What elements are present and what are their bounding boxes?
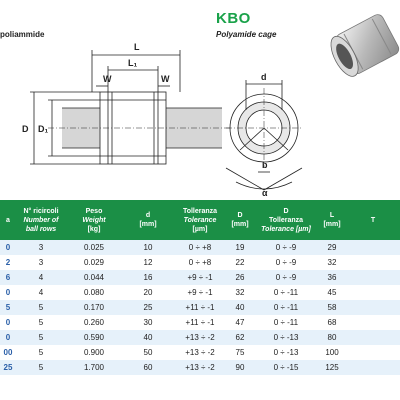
cell-rows: 5: [16, 330, 66, 345]
cell-rows: 5: [16, 300, 66, 315]
cell-d: 20: [122, 285, 174, 300]
cell-extra: [346, 255, 400, 270]
col-header: D Tolleranza Tolerance [µm]: [254, 200, 318, 240]
table-row: [0, 330, 400, 345]
cell-L: 36: [318, 270, 346, 285]
cell-size: 0: [0, 330, 16, 345]
col-header: Peso Weight [kg]: [66, 200, 122, 240]
cell-rows: 3: [16, 240, 66, 255]
col-header: d [mm]: [122, 200, 174, 240]
cell-d: 16: [122, 270, 174, 285]
cell-weight: 1.700: [66, 360, 122, 375]
cell-extra: [346, 315, 400, 330]
cell-d: 40: [122, 330, 174, 345]
cell-extra: [346, 330, 400, 345]
table-row: [0, 255, 400, 270]
product-subtitle: Polyamide cage: [216, 30, 277, 39]
cell-size: 5: [0, 300, 16, 315]
cell-tol-d: +13 ÷ -2: [174, 360, 226, 375]
cell-tol-d: +9 ÷ -1: [174, 270, 226, 285]
table-row: [0, 240, 400, 255]
col-header: D [mm]: [226, 200, 254, 240]
cell-tol-d: +11 ÷ -1: [174, 315, 226, 330]
cell-tol-d: +9 ÷ -1: [174, 285, 226, 300]
cell-d: 60: [122, 360, 174, 375]
cell-tol-D: 0 ÷ -15: [254, 360, 318, 375]
cell-tol-D: 0 ÷ -11: [254, 285, 318, 300]
cell-size: 2: [0, 255, 16, 270]
dim-label-W-left: W: [103, 74, 112, 84]
dim-label-alpha: α: [262, 188, 268, 198]
dim-label-b: b: [262, 160, 268, 170]
header-left-caption: poliammide: [0, 30, 45, 39]
cell-tol-D: 0 ÷ -13: [254, 345, 318, 360]
dim-label-D1: D₁: [38, 124, 49, 134]
cell-extra: [346, 240, 400, 255]
cell-D: 75: [226, 345, 254, 360]
cell-weight: 0.170: [66, 300, 122, 315]
cell-tol-d: +11 ÷ -1: [174, 300, 226, 315]
cell-weight: 0.900: [66, 345, 122, 360]
cell-d: 25: [122, 300, 174, 315]
cell-D: 62: [226, 330, 254, 345]
col-header: Tolleranza Tolerance [µm]: [174, 200, 226, 240]
cell-tol-D: 0 ÷ -9: [254, 240, 318, 255]
cell-L: 80: [318, 330, 346, 345]
cell-D: 19: [226, 240, 254, 255]
cell-L: 100: [318, 345, 346, 360]
technical-drawing: [0, 0, 320, 198]
cell-d: 12: [122, 255, 174, 270]
cell-rows: 5: [16, 345, 66, 360]
cell-L: 125: [318, 360, 346, 375]
cell-weight: 0.260: [66, 315, 122, 330]
dim-label-d: d: [261, 72, 267, 82]
cell-weight: 0.029: [66, 255, 122, 270]
cell-L: 58: [318, 300, 346, 315]
cell-extra: [346, 360, 400, 375]
cell-tol-d: 0 ÷ +8: [174, 240, 226, 255]
col-header: a: [0, 200, 16, 240]
table-row: [0, 270, 400, 285]
cell-size: 6: [0, 270, 16, 285]
table-row: [0, 285, 400, 300]
cell-weight: 0.590: [66, 330, 122, 345]
dim-label-L: L: [134, 42, 140, 52]
cell-extra: [346, 285, 400, 300]
cell-D: 32: [226, 285, 254, 300]
table-row: [0, 315, 400, 330]
cell-tol-D: 0 ÷ -11: [254, 300, 318, 315]
cell-rows: 5: [16, 360, 66, 375]
cell-size: 0: [0, 240, 16, 255]
cell-weight: 0.080: [66, 285, 122, 300]
spec-table: [0, 200, 400, 375]
cell-rows: 4: [16, 285, 66, 300]
cell-size: 0: [0, 315, 16, 330]
cell-d: 10: [122, 240, 174, 255]
cell-extra: [346, 300, 400, 315]
cell-tol-D: 0 ÷ -9: [254, 255, 318, 270]
cell-size: 00: [0, 345, 16, 360]
cell-tol-d: +13 ÷ -2: [174, 345, 226, 360]
dim-label-W-right: W: [161, 74, 170, 84]
cell-L: 68: [318, 315, 346, 330]
cell-weight: 0.025: [66, 240, 122, 255]
cell-rows: 5: [16, 315, 66, 330]
cell-tol-d: 0 ÷ +8: [174, 255, 226, 270]
col-header: T: [346, 200, 400, 240]
cell-tol-D: 0 ÷ -11: [254, 315, 318, 330]
cell-tol-D: 0 ÷ -13: [254, 330, 318, 345]
cell-tol-d: +13 ÷ -2: [174, 330, 226, 345]
cell-rows: 3: [16, 255, 66, 270]
cell-weight: 0.044: [66, 270, 122, 285]
cell-size: 25: [0, 360, 16, 375]
dim-label-D: D: [22, 124, 29, 134]
cell-D: 22: [226, 255, 254, 270]
dim-label-L1: L₁: [128, 58, 138, 68]
product-photo: [328, 0, 400, 92]
cell-extra: [346, 270, 400, 285]
cell-L: 29: [318, 240, 346, 255]
table-row: [0, 360, 400, 375]
cell-L: 45: [318, 285, 346, 300]
table-header-row: [0, 200, 400, 240]
cell-size: 0: [0, 285, 16, 300]
cell-D: 26: [226, 270, 254, 285]
col-header: L [mm]: [318, 200, 346, 240]
product-code: KBO: [216, 10, 251, 27]
col-header: N° ricircoli Number of ball rows: [16, 200, 66, 240]
cell-tol-D: 0 ÷ -9: [254, 270, 318, 285]
cell-d: 30: [122, 315, 174, 330]
cell-rows: 4: [16, 270, 66, 285]
cell-D: 47: [226, 315, 254, 330]
cell-extra: [346, 345, 400, 360]
cell-d: 50: [122, 345, 174, 360]
table-row: [0, 300, 400, 315]
cell-L: 32: [318, 255, 346, 270]
cell-D: 90: [226, 360, 254, 375]
table-row: [0, 345, 400, 360]
cell-D: 40: [226, 300, 254, 315]
